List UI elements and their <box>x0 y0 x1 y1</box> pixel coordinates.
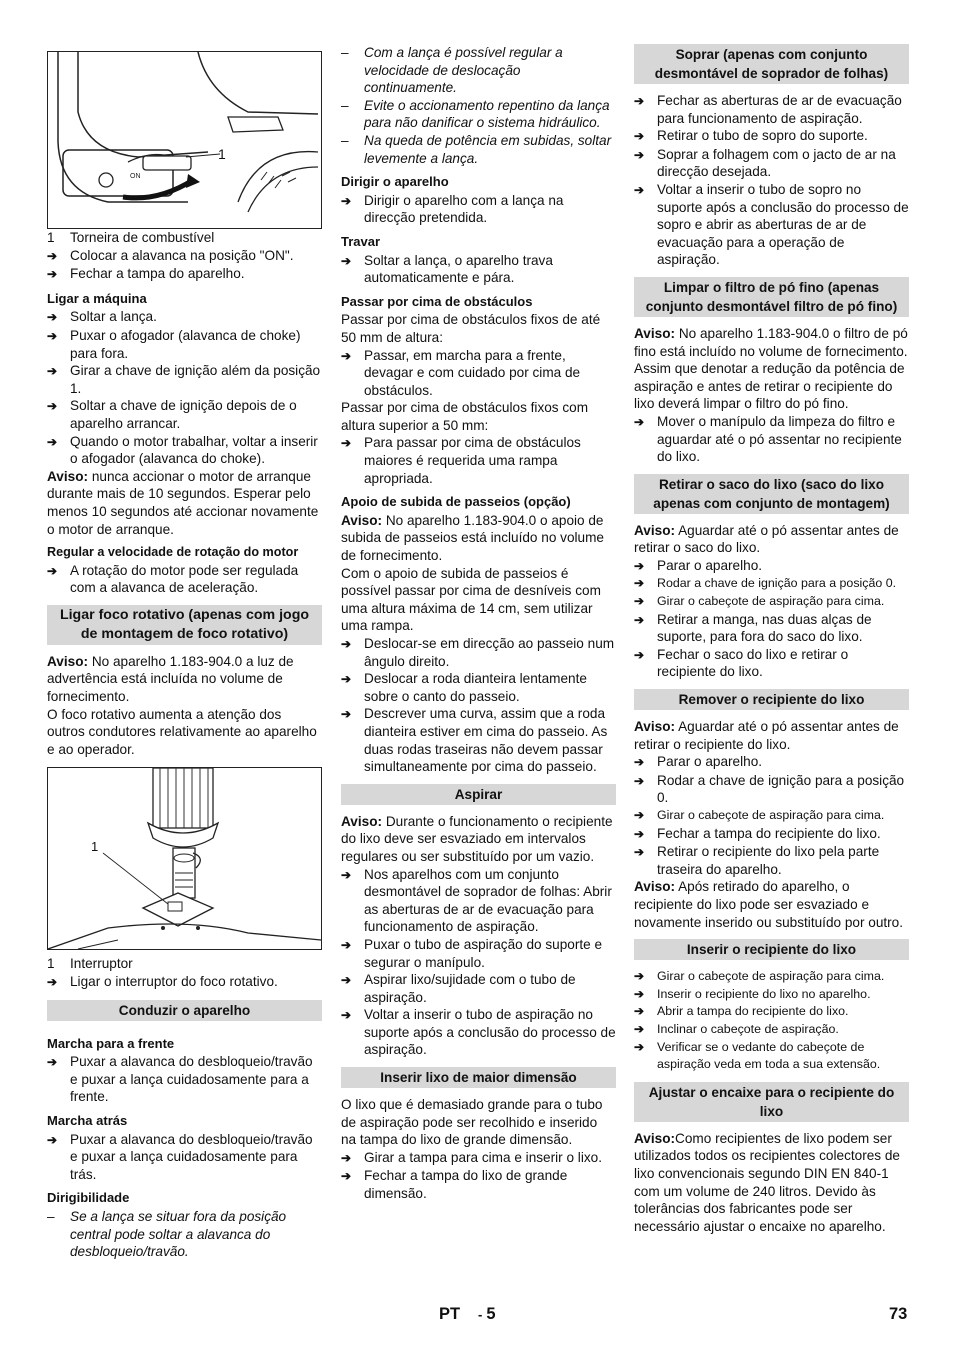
arrow-icon <box>341 866 364 936</box>
caption-text: Torneira de combustível <box>70 230 215 245</box>
step: ➔ Girar a tampa para cima e inserir o lixo. <box>341 1149 616 1168</box>
step: ➔ Nos aparelhos com um conjunto desmontável de soprador de folhas: Abrir as aberturas de ar de evacuação para funcionamento de aspiração. <box>341 866 616 936</box>
column-1 <box>47 44 322 1261</box>
section-heading: Aspirar <box>341 784 616 805</box>
notice: Aviso: Durante o funcionamento o recipiente do lixo deve ser esvaziado em intervalos regulares ou ser substituído por um vazio. <box>341 813 613 864</box>
step: ➔ Retirar a manga, nas duas alças de suporte, para fora do saco do lixo. <box>634 611 909 646</box>
arrow-icon <box>341 705 364 775</box>
step: ➔ Voltar a inserir o tubo de sopro no suporte após a conclusão do processo de sopro e abrir as aberturas de ar de evacuação para a operação de aspiração. <box>634 181 909 269</box>
arrow-icon <box>634 1039 657 1074</box>
paragraph: O lixo que é demasiado grande para o tubo de aspiração pode ser recolhido e inserido na tampa do lixo de grande dimensão. <box>341 1097 603 1148</box>
subheading: Passar por cima de obstáculos <box>341 293 533 309</box>
fig1-callout-1: 1 <box>218 146 226 162</box>
step: ➔ Puxar a alavanca do desbloqueio/travão e puxar a lança cuidadosamente para trás. <box>47 1131 322 1184</box>
subheading: Travar <box>341 233 381 249</box>
notice: Aviso: Aguardar até o pó assentar antes de retirar o saco do lixo. <box>634 522 899 556</box>
step: ➔ Girar o cabeçote de aspiração para cima. <box>634 593 909 611</box>
subheading: Dirigibilidade <box>47 1190 130 1206</box>
step: ➔ Inserir o recipiente do lixo no aparelho. <box>634 986 909 1004</box>
step: ➔ Puxar o afogador (alavanca de choke) para fora. <box>47 327 322 362</box>
arrow-icon <box>47 1131 70 1184</box>
arrow-icon <box>634 557 657 576</box>
notice: Aviso:Como recipientes de lixo podem ser utilizados todos os recipientes colectores de lixo convencionais segundo DIN EN 840-1 com um volume de 240 litros. Devido às tolerâncias dos fabricantes pode ser necessário ajustar o encaixe no aparelho. <box>634 1130 900 1234</box>
step: ➔ A rotação do motor pode ser regulada com a alavanca de aceleração. <box>47 562 322 597</box>
caption-number: 1 <box>47 956 55 972</box>
subheading: Regular a velocidade de rotação do motor <box>47 545 299 560</box>
figure-caption <box>47 955 322 973</box>
section-heading: Conduzir o aparelho <box>47 1000 322 1021</box>
arrow-icon <box>634 1021 657 1039</box>
arrow-icon <box>341 434 364 487</box>
step: ➔ Para passar por cima de obstáculos maiores é requerida uma rampa apropriada. <box>341 434 616 487</box>
dash-item: – Se a lança se situar fora da posição central pode soltar a alavanca do desbloqueio/travão. <box>47 1208 287 1260</box>
arrow-icon <box>634 646 657 681</box>
paragraph: Assim que denotar a redução da potência de aspiração e antes de retirar o recipiente do lixo deverá limpar o filtro do pó fino. <box>634 361 905 412</box>
step: ➔ Fechar a tampa do aparelho. <box>47 265 322 284</box>
step: ➔ Verificar se o vedante do cabeçote de aspiração veda em toda a sua extensão. <box>634 1039 909 1074</box>
section-heading: Retirar o saco do lixo (saco do lixo apenas com conjunto de montagem) <box>634 474 909 514</box>
section-heading: Limpar o filtro de pó fino (apenas conjunto desmontável filtro de pó fino) <box>634 277 909 317</box>
step: ➔ Voltar a inserir o tubo de aspiração no suporte após a conclusão do processo de aspiração. <box>341 1006 616 1059</box>
dash-item: – Com a lança é possível regular a velocidade de deslocação continuamente. <box>341 45 563 96</box>
arrow-icon <box>634 825 657 844</box>
arrow-icon <box>47 562 70 597</box>
arrow-icon <box>341 252 364 287</box>
arrow-icon <box>47 327 70 362</box>
switch-figure <box>47 767 322 950</box>
step: ➔ Retirar o tubo de sopro do suporte. <box>634 127 909 146</box>
caption-number: 1 <box>47 230 55 245</box>
section-heading: Soprar (apenas com conjunto desmontável de soprador de folhas) <box>634 44 909 84</box>
arrow-icon <box>341 1149 364 1168</box>
step: ➔ Ligar o interruptor do foco rotativo. <box>47 973 322 992</box>
arrow-icon <box>634 127 657 146</box>
arrow-icon <box>634 92 657 127</box>
step: ➔ Rodar a chave de ignição para a posição 0. <box>634 772 909 807</box>
arrow-icon <box>47 433 70 468</box>
step: ➔ Girar o cabeçote de aspiração para cima. <box>634 968 909 986</box>
notice: Aviso: nunca accionar o motor de arranque durante mais de 10 segundos. Esperar pelo menos 10 segundos até accionar novamente o motor de arranque. <box>47 468 319 537</box>
step: ➔ Descrever uma curva, assim que a roda dianteira estiver em cima do passeio. As duas rodas traseiras não devem passar simultaneamente por cima do passeio. <box>341 705 616 775</box>
arrow-icon <box>634 181 657 269</box>
step: ➔ Quando o motor trabalhar, voltar a inserir o afogador (alavanca do choke). <box>47 433 322 468</box>
arrow-icon <box>47 265 70 284</box>
step: ➔ Retirar o recipiente do lixo pela parte traseira do aparelho. <box>634 843 909 878</box>
subheading: Ligar a máquina <box>47 290 147 306</box>
arrow-icon <box>634 753 657 772</box>
step: ➔ Deslocar-se em direcção ao passeio num ângulo direito. <box>341 635 616 670</box>
section-heading: Remover o recipiente do lixo <box>634 689 909 710</box>
caption-text: Interruptor <box>70 956 133 972</box>
step: ➔ Soltar a lança. <box>47 308 322 327</box>
notice: Aviso: No aparelho 1.183-904.0 o filtro de pó fino está incluído no volume de fornecimento. <box>634 325 908 359</box>
section-heading: Ligar foco rotativo (apenas com jogo de montagem de foco rotativo) <box>47 605 322 645</box>
step: ➔ Dirigir o aparelho com a lança na direcção pretendida. <box>341 192 616 227</box>
arrow-icon <box>634 807 657 825</box>
step: ➔ Fechar a tampa do recipiente do lixo. <box>634 825 909 844</box>
arrow-icon <box>634 772 657 807</box>
fuel-tap-illustration <box>48 52 321 228</box>
arrow-icon <box>634 1003 657 1021</box>
arrow-icon <box>341 971 364 1006</box>
step: ➔ Passar, em marcha para a frente, devagar e com cuidado por cima de obstáculos. <box>341 347 616 400</box>
switch-illustration <box>48 768 321 949</box>
notice: Aviso: Após retirado do aparelho, o recipiente do lixo pode ser esvaziado e novamente inserido ou substituído por outro. <box>634 879 904 930</box>
section-heading: Inserir o recipiente do lixo <box>634 939 909 960</box>
section-heading: Inserir lixo de maior dimensão <box>341 1067 616 1088</box>
arrow-icon <box>341 670 364 705</box>
subheading: Dirigir o aparelho <box>341 174 449 190</box>
step: ➔ Puxar a alavanca do desbloqueio/travão e puxar a lança cuidadosamente para a frente. <box>47 1053 322 1106</box>
dash-item: – Evite o accionamento repentino da lança para não danificar o sistema hidráulico. <box>341 97 610 131</box>
arrow-icon <box>341 936 364 971</box>
step: ➔ Fechar o saco do lixo e retirar o recipiente do lixo. <box>634 646 909 681</box>
arrow-icon <box>634 413 657 466</box>
fuel-tap-figure <box>47 51 322 229</box>
column-2 <box>341 44 616 1203</box>
arrow-icon <box>341 192 364 227</box>
arrow-icon <box>341 635 364 670</box>
step: ➔ Mover o manípulo da limpeza do filtro e aguardar até o pó assentar no recipiente do lixo. <box>634 413 909 466</box>
step: ➔ Soltar a lança, o aparelho trava automaticamente e pára. <box>341 252 616 287</box>
footer-page-number: 73 <box>889 1305 908 1323</box>
paragraph: Passar por cima de obstáculos fixos de até 50 mm de altura: <box>341 312 601 345</box>
arrow-icon <box>634 843 657 878</box>
arrow-icon <box>47 1053 70 1106</box>
step: ➔ Girar o cabeçote de aspiração para cima. <box>634 807 909 825</box>
step: ➔ Rodar a chave de ignição para a posição 0. <box>634 575 909 593</box>
arrow-icon <box>341 347 364 400</box>
step: ➔ Aspirar lixo/sujidade com o tubo de aspiração. <box>341 971 616 1006</box>
arrow-icon <box>634 146 657 181</box>
step: ➔ Colocar a alavanca na posição "ON". <box>47 247 322 266</box>
arrow-icon <box>47 362 70 397</box>
step: ➔ Deslocar a roda dianteira lentamente sobre o canto do passeio. <box>341 670 616 705</box>
arrow-icon <box>341 1006 364 1059</box>
column-3 <box>634 44 909 1235</box>
step: ➔ Soltar a chave de ignição depois de o aparelho arrancar. <box>47 397 322 432</box>
subheading: Marcha para a frente <box>47 1035 175 1051</box>
step: ➔ Puxar o tubo de aspiração do suporte e segurar o manípulo. <box>341 936 616 971</box>
arrow-icon <box>634 575 657 593</box>
footer-page-local: - 5 <box>478 1305 496 1323</box>
arrow-icon <box>634 611 657 646</box>
step: ➔ Parar o aparelho. <box>634 753 909 772</box>
step: ➔ Parar o aparelho. <box>634 557 909 576</box>
paragraph: Com o apoio de subida de passeios é possível passar por cima de desníveis com uma altura máxima de 14 cm, sem utilizar uma rampa. <box>341 565 601 634</box>
arrow-icon <box>47 308 70 327</box>
paragraph: O foco rotativo aumenta a atenção dos outros condutores relativamente ao aparelho e ao operador. <box>47 706 317 757</box>
step: ➔ Girar a chave de ignição além da posição 1. <box>47 362 322 397</box>
figure-caption <box>47 229 322 247</box>
arrow-icon <box>341 1167 364 1202</box>
notice: Aviso: Aguardar até o pó assentar antes de retirar o recipiente do lixo. <box>634 719 899 752</box>
step: ➔ Fechar as aberturas de ar de evacuação para funcionamento de aspiração. <box>634 92 909 127</box>
notice: Aviso: No aparelho 1.183-904.0 a luz de advertência está incluída no volume de fornecimento. <box>47 653 294 705</box>
subheading: Marcha atrás <box>47 1113 128 1128</box>
arrow-icon <box>634 986 657 1004</box>
dash-item: – Na queda de potência em subidas, soltar levemente a lança. <box>341 132 612 166</box>
fig2-callout-1: 1 <box>91 839 99 855</box>
footer-lang: PT <box>439 1305 461 1323</box>
step: ➔ Fechar a tampa do lixo de grande dimensão. <box>341 1167 616 1202</box>
arrow-icon <box>47 973 70 992</box>
section-heading: Ajustar o encaixe para o recipiente do lixo <box>634 1082 909 1122</box>
arrow-icon <box>47 397 70 432</box>
arrow-icon <box>47 247 70 266</box>
step: ➔ Soprar a folhagem com o jacto de ar na direcção desejada. <box>634 146 909 181</box>
step: ➔ Inclinar o cabeçote de aspiração. <box>634 1021 909 1039</box>
arrow-icon <box>634 968 657 986</box>
arrow-icon <box>634 593 657 611</box>
step: ➔ Abrir a tampa do recipiente do lixo. <box>634 1003 909 1021</box>
subheading: Apoio de subida de passeios (opção) <box>341 494 571 510</box>
paragraph: Passar por cima de obstáculos fixos com altura superior a 50 mm: <box>341 400 589 433</box>
svg-text:ON: ON <box>130 173 141 180</box>
notice: Aviso: No aparelho 1.183-904.0 o apoio de subida de passeios está incluído no volume de fornecimento. <box>341 512 604 564</box>
